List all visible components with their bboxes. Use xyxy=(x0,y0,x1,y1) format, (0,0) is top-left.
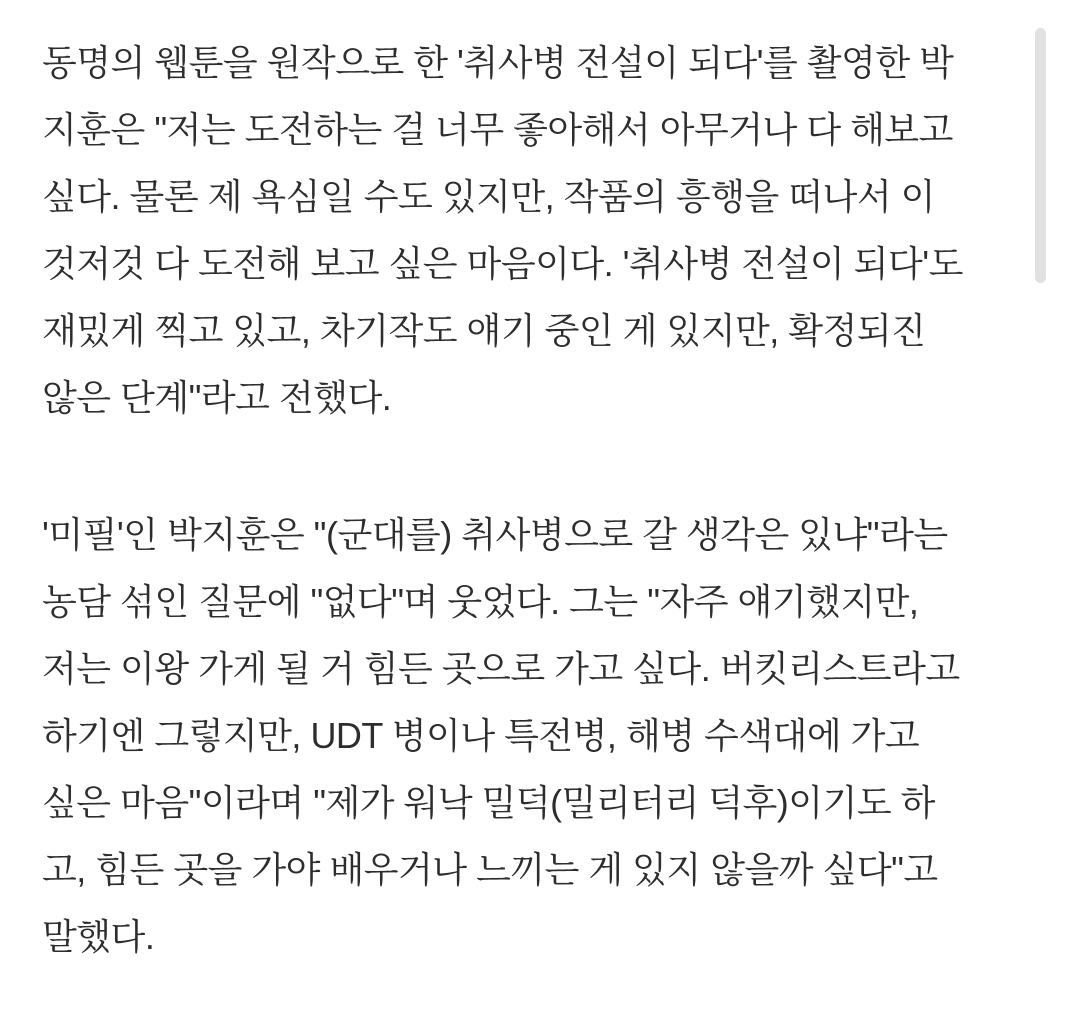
article-line: 것저것 다 도전해 보고 싶은 마음이다. '취사병 전설이 되다'도 xyxy=(42,243,963,284)
paragraph-1 xyxy=(42,29,1030,431)
article-line: 재밌게 찍고 있고, 차기작도 얘기 중인 게 있지만, 확정되진 xyxy=(42,310,926,351)
article-line: 고, 힘든 곳을 가야 배우거나 느끼는 게 있지 않을까 싶다"고 xyxy=(42,849,938,890)
article-line: 싶은 마음"이라며 "제가 워낙 밀덕(밀리터리 덕후)이기도 하 xyxy=(42,782,935,823)
article-line: '미필'인 박지훈은 "(군대를) 취사병으로 갈 생각은 있냐"라는 xyxy=(42,514,948,555)
paragraph-2 xyxy=(42,501,1030,970)
article-line: 말했다. xyxy=(42,916,155,957)
article-line: 하기엔 그렇지만, UDT 병이나 특전병, 해병 수색대에 가고 xyxy=(42,715,920,756)
article-line: 동명의 웹툰을 원작으로 한 '취사병 전설이 되다'를 촬영한 박 xyxy=(42,42,954,83)
article-line: 않은 단계"라고 전했다. xyxy=(42,377,392,418)
article-body xyxy=(42,29,1030,970)
article-line: 싶다. 물론 제 욕심일 수도 있지만, 작품의 흥행을 떠나서 이 xyxy=(42,176,935,217)
article-line: 지훈은 "저는 도전하는 걸 너무 좋아해서 아무거나 다 해보고 xyxy=(42,109,953,150)
article-line: 저는 이왕 가게 될 거 힘든 곳으로 가고 싶다. 버킷리스트라고 xyxy=(42,648,960,689)
article-line: 농담 섞인 질문에 "없다"며 웃었다. 그는 "자주 얘기했지만, xyxy=(42,581,919,622)
scrollbar-thumb[interactable] xyxy=(1035,28,1046,283)
